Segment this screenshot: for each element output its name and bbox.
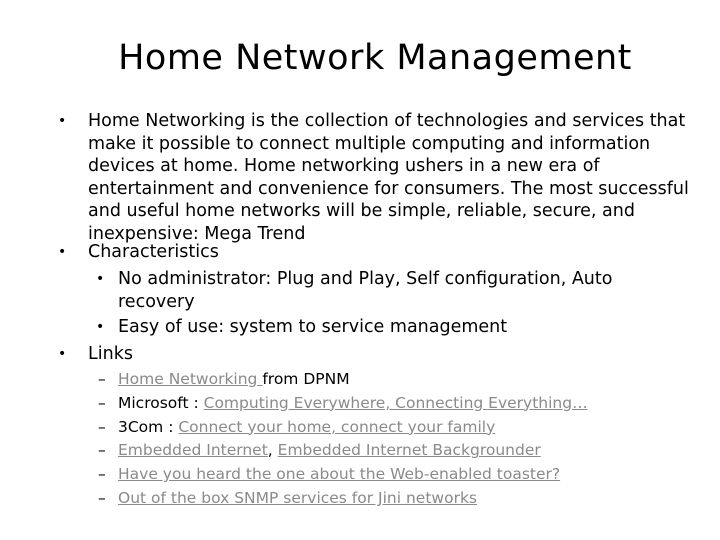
- bullet-characteristics-text: Characteristics: [88, 242, 219, 262]
- bullet-icon: •: [58, 244, 67, 260]
- bullet-icon: •: [96, 271, 105, 287]
- bullet-icon: •: [58, 113, 67, 129]
- bullet-intro-text: Home Networking is the collection of technologies and services that make it possible to connect multiple computing and information devices at home. Home networking ushers in a new era of entertainment and convenience for consumers. The most successful and useful home networks will be simple, reliable, secure, and inexpensive: Mega Trend: [88, 111, 689, 244]
- link-row-snmp-jini: [98, 487, 588, 511]
- bullet-characteristics: [58, 241, 698, 264]
- links-list: [98, 368, 588, 511]
- link-prefix: Microsoft :: [118, 393, 204, 412]
- bullet-links: [58, 343, 698, 366]
- dash-icon: –: [98, 370, 106, 388]
- bullet-icon: •: [96, 319, 105, 335]
- dash-icon: –: [98, 465, 106, 484]
- sub-bullet-administrator: [96, 268, 678, 313]
- sub-bullet-ease-of-use: [96, 316, 678, 339]
- home-networking-link[interactable]: Home Networking: [118, 370, 263, 388]
- dash-icon: –: [98, 393, 106, 412]
- bullet-links-text: Links: [88, 344, 133, 364]
- link-row-3com: [98, 416, 588, 440]
- link-suffix: from DPNM: [262, 370, 350, 388]
- link-prefix: 3Com :: [118, 417, 179, 436]
- snmp-jini-link[interactable]: Out of the box SNMP services for Jini networks: [118, 488, 478, 507]
- web-enabled-toaster-link[interactable]: Have you heard the one about the Web-enabled toaster?: [118, 465, 561, 484]
- dash-icon: –: [98, 488, 106, 507]
- link-row-home-networking: [98, 368, 588, 392]
- embedded-internet-backgrounder-link[interactable]: Embedded Internet Backgrounder: [277, 441, 541, 460]
- dash-icon: –: [98, 441, 106, 460]
- connect-your-home-link[interactable]: Connect your home, connect your family: [178, 417, 496, 436]
- computing-everywhere-link[interactable]: Computing Everywhere, Connecting Everything…: [203, 393, 588, 412]
- link-row-embedded-internet: [98, 439, 588, 463]
- bullet-intro: [58, 110, 698, 246]
- dash-icon: –: [98, 417, 106, 436]
- link-row-microsoft: [98, 392, 588, 416]
- slide-title: Home Network Management: [118, 38, 632, 78]
- link-separator: ,: [267, 441, 278, 460]
- sub-bullet-text: Easy of use: system to service management: [118, 317, 508, 337]
- link-row-toaster: [98, 463, 588, 487]
- bullet-icon: •: [58, 346, 67, 362]
- embedded-internet-link[interactable]: Embedded Internet: [118, 441, 268, 460]
- sub-bullet-text: No administrator: Plug and Play, Self configuration, Auto recovery: [118, 269, 613, 312]
